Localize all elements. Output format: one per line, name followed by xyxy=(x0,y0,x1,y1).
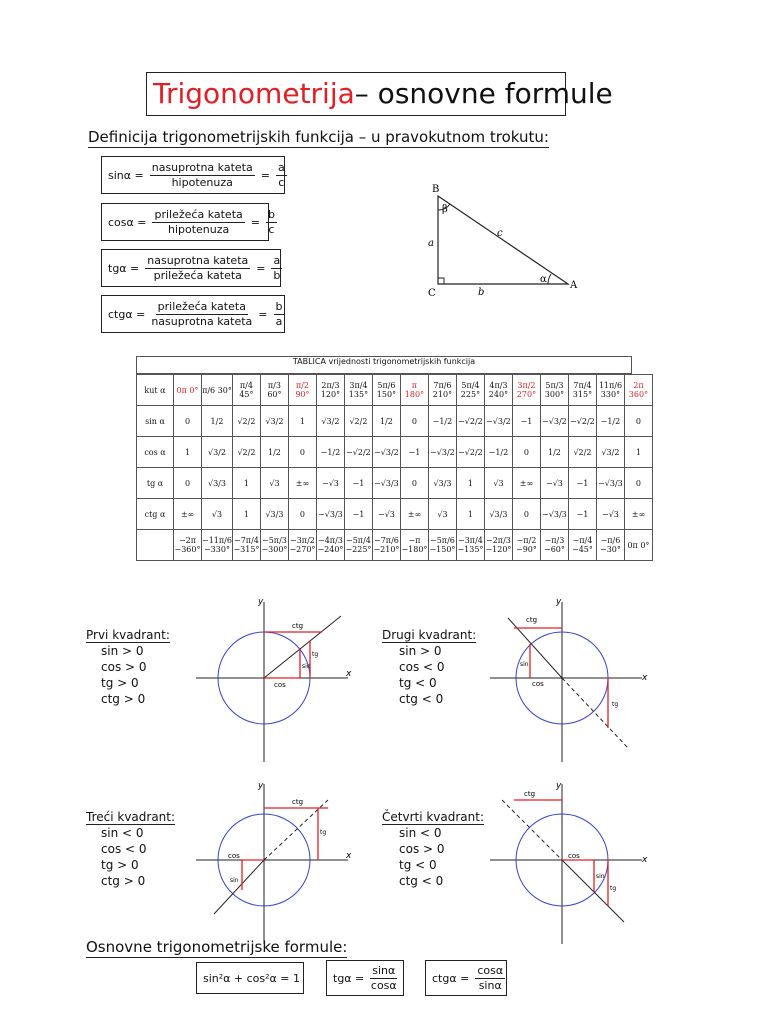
label-side-c: c xyxy=(497,228,503,239)
ctg-definition-box xyxy=(101,295,285,333)
table-caption: TABLICA vrijednosti trigonometrijskih funkcija xyxy=(136,356,632,374)
label-side-b: b xyxy=(478,287,485,298)
unit-circle-q3 xyxy=(196,778,366,948)
ctg-formula-fraction xyxy=(475,964,505,993)
table-cell: −√3/3 xyxy=(372,468,400,499)
q2-cos-label: cos xyxy=(532,680,544,688)
quadrant-2-text xyxy=(382,628,476,707)
table-cell: 1/2 xyxy=(202,406,233,437)
table-cell: ±∞ xyxy=(624,499,652,530)
table-row xyxy=(137,406,653,437)
table-grid xyxy=(136,374,653,561)
table-cell: −π/6 −30° xyxy=(596,530,624,561)
table-cell: −√3/2 xyxy=(484,406,512,437)
table-cell: √3 xyxy=(484,468,512,499)
table-cell: √2/2 xyxy=(232,437,260,468)
q2-y-label: y xyxy=(556,597,562,607)
quadrant-4-sin: sin < 0 xyxy=(399,826,442,840)
table-row-header: ctg α xyxy=(137,499,174,530)
table-cell: −1 xyxy=(400,437,428,468)
table-cell: −√3/3 xyxy=(316,499,344,530)
sin-fraction-short xyxy=(276,161,287,190)
table-row-header: cos α xyxy=(137,437,174,468)
q4-tg-label: tg xyxy=(610,885,617,892)
q2-sin-label: sin xyxy=(520,661,529,668)
table-cell: √3/2 xyxy=(316,406,344,437)
q2-ray xyxy=(508,618,562,678)
table-cell: 0 xyxy=(288,437,316,468)
label-A: A xyxy=(570,280,578,291)
table-cell: 1/2 xyxy=(372,406,400,437)
quadrant-2-title: Drugi kvadrant: xyxy=(382,628,477,642)
quadrant-2-sin: sin > 0 xyxy=(399,644,442,658)
ctg-formula-lhs: ctgα = xyxy=(432,971,470,985)
q1-cos-label: cos xyxy=(274,681,286,689)
table-cell: 3π/4 135° xyxy=(344,375,372,406)
tg-formula-num: sinα xyxy=(372,963,396,977)
table-cell: π/6 30° xyxy=(202,375,233,406)
q4-ctg-label: ctg xyxy=(524,790,536,798)
table-cell: ±∞ xyxy=(512,468,540,499)
table-cell: −π −180° xyxy=(400,530,428,561)
q2-x-label: x xyxy=(642,673,648,683)
table-cell: −1 xyxy=(568,499,596,530)
table-cell: −5π/3 −300° xyxy=(260,530,288,561)
table-row xyxy=(137,499,653,530)
table-cell: −√3 xyxy=(596,499,624,530)
cos-definition-box xyxy=(101,203,275,241)
table-cell: √3/3 xyxy=(428,468,456,499)
quadrant-1-sin: sin > 0 xyxy=(101,644,144,658)
quadrant-3-tg: tg > 0 xyxy=(101,858,139,872)
quadrant-4-text xyxy=(382,810,484,889)
ctg-formula-box xyxy=(425,960,507,996)
label-B: B xyxy=(432,184,440,195)
table-cell: √3/2 xyxy=(202,437,233,468)
cos-lhs: cosα = xyxy=(108,215,147,229)
quadrant-1-cos: cos > 0 xyxy=(101,660,147,674)
table-cell: −π/2 −90° xyxy=(512,530,540,561)
table-row xyxy=(137,468,653,499)
table-cell: 1/2 xyxy=(260,437,288,468)
table-cell: 0 xyxy=(400,406,428,437)
table-cell: −11π/6 −330° xyxy=(202,530,233,561)
ctg-lhs: ctgα = xyxy=(108,307,146,321)
sin-fraction xyxy=(150,161,255,190)
title-red-part: Trigonometrija xyxy=(153,77,355,110)
q4-y-label: y xyxy=(556,781,562,791)
cos-eq: = xyxy=(250,215,260,229)
tg-formula-box xyxy=(326,960,404,996)
page-title xyxy=(146,72,613,116)
sin-lhs: sinα = xyxy=(108,168,144,182)
tg-definition-box xyxy=(101,249,281,287)
q1-ctg-label: ctg xyxy=(292,622,304,630)
table-cell: 3π/2 270° xyxy=(512,375,540,406)
table-cell: −√3/3 xyxy=(540,499,568,530)
table-cell: −2π −360° xyxy=(174,530,202,561)
quadrant-1-text xyxy=(86,628,170,707)
table-cell: √2/2 xyxy=(344,406,372,437)
pythagorean-identity: sin²α + cos²α = 1 xyxy=(203,971,301,985)
table-cell: 4π/3 240° xyxy=(484,375,512,406)
table-cell: −3π/4 −135° xyxy=(456,530,484,561)
definition-heading: Definicija trigonometrijskih funkcija – u pravokutnom trokutu: xyxy=(88,128,549,146)
table-cell: π/2 90° xyxy=(288,375,316,406)
table-cell: √2/2 xyxy=(568,437,596,468)
table-cell: 11π/6 330° xyxy=(596,375,624,406)
quadrant-1-ctg: ctg > 0 xyxy=(101,692,146,706)
cos-denominator: hipotenuza xyxy=(167,222,230,236)
tg-lhs: tgα = xyxy=(108,261,140,275)
table-cell: 1 xyxy=(288,406,316,437)
table-cell: −√3/2 xyxy=(372,437,400,468)
tg-fraction-short xyxy=(271,254,282,283)
table-cell: −1/2 xyxy=(316,437,344,468)
unit-circle-q2 xyxy=(490,592,660,762)
table-cell: −√3/3 xyxy=(596,468,624,499)
cos-numerator: priležeća kateta xyxy=(154,207,243,221)
table-cell: √3 xyxy=(428,499,456,530)
q1-y-label: y xyxy=(258,597,264,607)
table-cell: 5π/4 225° xyxy=(456,375,484,406)
quadrant-1-tg: tg > 0 xyxy=(101,676,139,690)
table-cell: 2π 360° xyxy=(624,375,652,406)
quadrant-3-sin: sin < 0 xyxy=(101,826,144,840)
table-cell: √3 xyxy=(202,499,233,530)
table-cell: 0 xyxy=(174,468,202,499)
table-cell: 0 xyxy=(400,468,428,499)
table-row xyxy=(137,375,653,406)
table-cell: √3 xyxy=(260,468,288,499)
tg-denominator: priležeća kateta xyxy=(153,268,242,282)
table-cell: 1 xyxy=(456,499,484,530)
table-cell: 0 xyxy=(624,406,652,437)
quadrant-4-tg: tg < 0 xyxy=(399,858,437,872)
table-cell: ±∞ xyxy=(288,468,316,499)
table-cell: 0π 0° xyxy=(174,375,202,406)
q4-cos-label: cos xyxy=(568,852,580,860)
table-cell: 0 xyxy=(512,437,540,468)
table-cell: −√3/2 xyxy=(428,437,456,468)
table-cell: −√2/2 xyxy=(344,437,372,468)
table-cell: 0 xyxy=(624,468,652,499)
sin-eq: = xyxy=(260,168,270,182)
q3-x-label: x xyxy=(346,851,352,861)
title-rest: – osnovne formule xyxy=(354,77,613,110)
table-cell: −3π/2 −270° xyxy=(288,530,316,561)
table-cell: √3/3 xyxy=(202,468,233,499)
table-cell: −4π/3 −240° xyxy=(316,530,344,561)
q3-ctg-label: ctg xyxy=(292,798,304,806)
quadrant-2-ctg: ctg < 0 xyxy=(399,692,444,706)
table-cell: −√3 xyxy=(316,468,344,499)
table-cell: 1/2 xyxy=(540,437,568,468)
table-cell: −5π/6 −150° xyxy=(428,530,456,561)
quadrant-2-tg: tg < 0 xyxy=(399,676,437,690)
table-cell: √3/3 xyxy=(260,499,288,530)
quadrant-4-cos: cos > 0 xyxy=(399,842,445,856)
q3-y-label: y xyxy=(258,781,264,791)
ctg-fraction-short xyxy=(274,300,285,329)
table-cell: −π/3 −60° xyxy=(540,530,568,561)
table-cell: 1 xyxy=(624,437,652,468)
table-cell: −√3 xyxy=(372,499,400,530)
quadrant-3-title: Treći kvadrant: xyxy=(86,810,176,824)
q3-cos-label: cos xyxy=(228,852,240,860)
table-cell: 1 xyxy=(174,437,202,468)
ctg-fraction xyxy=(151,300,252,329)
q3-sin-label: sin xyxy=(230,877,239,884)
ctg-denominator: nasuprotna kateta xyxy=(151,314,253,328)
q3-tg-label: tg xyxy=(320,829,327,836)
ctg-formula-den: sinα xyxy=(478,978,502,992)
table-cell: 5π/3 300° xyxy=(540,375,568,406)
table-cell: −1 xyxy=(568,468,596,499)
right-angle-mark xyxy=(438,278,444,284)
ctg-den2: a xyxy=(275,314,283,328)
table-row-header: kut α xyxy=(137,375,174,406)
label-side-a: a xyxy=(428,238,434,249)
table-cell: −√2/2 xyxy=(568,406,596,437)
sin-num2: a xyxy=(277,160,285,174)
quadrant-3-ctg: ctg > 0 xyxy=(101,874,146,888)
table-cell: −1 xyxy=(344,468,372,499)
table-row-header: sin α xyxy=(137,406,174,437)
tg-numerator: nasuprotna kateta xyxy=(147,253,249,267)
table-cell: ±∞ xyxy=(174,499,202,530)
table-cell: 0 xyxy=(288,499,316,530)
q4-ray-extension xyxy=(502,800,562,860)
cos-num2: b xyxy=(267,207,275,221)
sin-numerator: nasuprotna kateta xyxy=(151,160,253,174)
table-cell: −π/4 −45° xyxy=(568,530,596,561)
tg-num2: a xyxy=(273,253,281,267)
table-cell: 1 xyxy=(456,468,484,499)
label-alpha: α xyxy=(540,274,547,285)
tg-eq: = xyxy=(256,261,266,275)
quadrant-4-ctg: ctg < 0 xyxy=(399,874,444,888)
table-cell: π 180° xyxy=(400,375,428,406)
quadrant-3-cos: cos < 0 xyxy=(101,842,147,856)
tg-fraction xyxy=(145,254,250,283)
ctg-numerator: priležeća kateta xyxy=(157,299,246,313)
alpha-arc xyxy=(548,274,551,284)
table-cell: 7π/6 210° xyxy=(428,375,456,406)
table-cell: 1 xyxy=(232,468,260,499)
table-cell: −5π/4 −225° xyxy=(344,530,372,561)
table-cell: √3/3 xyxy=(484,499,512,530)
q1-x-label: x xyxy=(346,669,352,679)
table-row xyxy=(137,530,653,561)
unit-circle-q1 xyxy=(196,592,366,762)
ctg-num2: b xyxy=(275,299,283,313)
cos-den2: c xyxy=(268,222,275,236)
table-row xyxy=(137,437,653,468)
q4-sin-label: sin xyxy=(596,873,605,880)
table-cell: π/4 45° xyxy=(232,375,260,406)
tg-formula-den: cosα xyxy=(370,978,397,992)
ctg-eq: = xyxy=(258,307,268,321)
table-cell: √3/2 xyxy=(596,437,624,468)
q4-x-label: x xyxy=(642,855,648,865)
q1-tg-label: tg xyxy=(312,651,319,658)
table-cell: 0π 0° xyxy=(624,530,652,561)
unit-circle-q4 xyxy=(490,778,660,948)
ctg-formula-num: cosα xyxy=(477,963,504,977)
label-beta: β xyxy=(442,204,448,215)
sin-denominator: hipotenuza xyxy=(171,175,233,189)
table-cell: π/3 60° xyxy=(260,375,288,406)
q1-sin-label: sin xyxy=(302,663,311,670)
triangle-shape xyxy=(438,196,568,284)
table-cell: −7π/6 −210° xyxy=(372,530,400,561)
quadrant-3-text xyxy=(86,810,175,889)
tg-formula-fraction xyxy=(370,964,397,993)
cos-fraction-short xyxy=(266,208,277,237)
sin-den2: c xyxy=(278,175,285,189)
sin-definition-box xyxy=(101,156,285,194)
basic-formulas-heading: Osnovne trigonometrijske formule: xyxy=(86,938,348,956)
table-cell: −1 xyxy=(344,499,372,530)
table-cell: −1 xyxy=(512,406,540,437)
table-cell: √2/2 xyxy=(232,406,260,437)
trig-value-table xyxy=(136,356,653,561)
table-cell: 2π/3 120° xyxy=(316,375,344,406)
table-cell: ±∞ xyxy=(400,499,428,530)
table-cell: 7π/4 315° xyxy=(568,375,596,406)
table-cell: 5π/6 150° xyxy=(372,375,400,406)
quadrant-1-title: Prvi kvadrant: xyxy=(86,628,170,642)
table-row-header: tg α xyxy=(137,468,174,499)
table-cell: 0 xyxy=(512,499,540,530)
table-cell: −1/2 xyxy=(484,437,512,468)
table-cell: 0 xyxy=(174,406,202,437)
table-cell: 1 xyxy=(232,499,260,530)
table-cell: −7π/4 −315° xyxy=(232,530,260,561)
table-cell: −√3/2 xyxy=(540,406,568,437)
quadrant-4-title: Četvrti kvadrant: xyxy=(382,810,485,824)
table-cell: −2π/3 −120° xyxy=(484,530,512,561)
q3-ray xyxy=(214,860,264,914)
tg-formula-lhs: tgα = xyxy=(333,971,365,985)
quadrant-2-cos: cos < 0 xyxy=(399,660,445,674)
table-cell: −√3 xyxy=(540,468,568,499)
table-row-header xyxy=(137,530,174,561)
right-triangle-diagram xyxy=(420,178,590,300)
table-cell: −√2/2 xyxy=(456,406,484,437)
table-cell: −1/2 xyxy=(596,406,624,437)
pythagorean-identity-box xyxy=(196,962,304,994)
q2-tg-label: tg xyxy=(612,701,619,708)
q2-ray-extension xyxy=(562,678,628,748)
table-cell: −√2/2 xyxy=(456,437,484,468)
q2-ctg-label: ctg xyxy=(526,616,538,624)
label-C: C xyxy=(428,288,436,299)
tg-den2: b xyxy=(273,268,281,282)
table-cell: −1/2 xyxy=(428,406,456,437)
cos-fraction xyxy=(152,208,244,237)
table-cell: √3/2 xyxy=(260,406,288,437)
